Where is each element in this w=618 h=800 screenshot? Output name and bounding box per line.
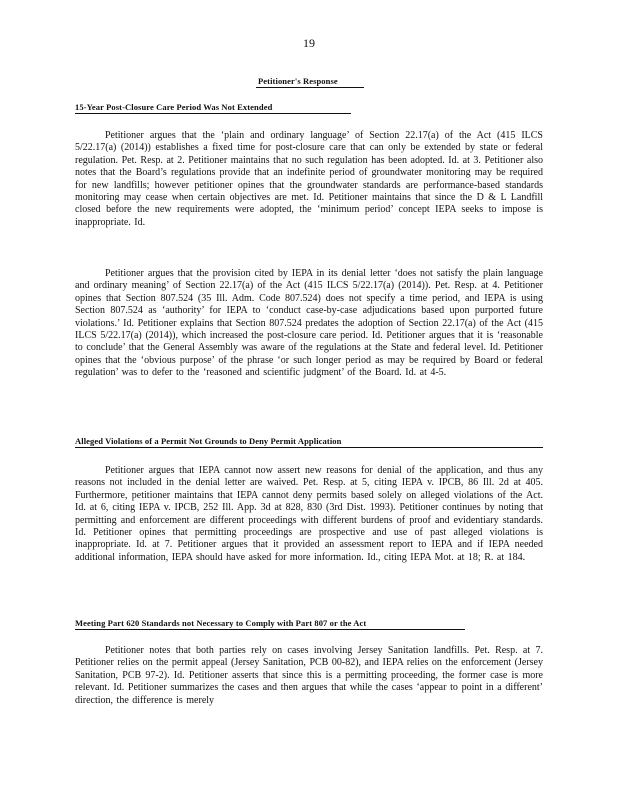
heading-rule [75, 629, 465, 630]
heading-rule [75, 113, 351, 114]
heading-rule [256, 87, 364, 88]
paragraph-new-reasons: Petitioner argues that IEPA cannot now assert new reasons for denial of the application, and thus any reasons not included in the denial letter are waived. Pet. Resp. at 5, citing IEPA v. IPCB, 86 Ill. 2d at 405. Furthermore, petitioner maintains that IEPA cannot deny permits based solely on alleged violations of the Act. Id. at 6, citing IEPA v. IPCB, 252 Ill. App. 3d at 828, 830 (3rd Dist. 1993). Petitioner continues by noting that permitting and enforcement are different proceedings with different burdens of proof and evidentiary standards. Id. Petitioner opines that permitting proceedings are prospective and use of past alleged violations is inappropriate. Id. at 7. Petitioner argues that it provided an assessment report to IEPA and if IEPA needed additional information, IEPA should have asked for more information. Id., citing IEPA Mot. at 18; R. at 184. [75, 465, 543, 563]
paragraph-jersey-sanitation: Petitioner notes that both parties rely on cases involving Jersey Sanitation landfills. Pet. Resp. at 7. Petitioner relies on the permit appeal (Jersey Sanitation, PCB 00-82), and IEPA relies on the enforcement (Jersey Sanitation, PCB 97-2). Id. Petitioner asserts that since this is a permitting proceeding, the former case is more relevant. Id. Petitioner summarizes the cases and then argues that while the cases ‘appear to point in a different’ direction, the difference is merely [75, 645, 543, 706]
heading-part-620-standards: Meeting Part 620 Standards not Necessary to Comply with Part 807 or the Act [75, 618, 367, 628]
heading-post-closure-period: 15-Year Post-Closure Care Period Was Not Extended [75, 102, 273, 112]
paragraph-plain-language: Petitioner argues that the ‘plain and ordinary language’ of Section 22.17(a) of the Act (415 ILCS 5/22.17(a) (2014)) establishes a fixed time for post-closure care that can only be extended by state or federal regulation. Pet. Resp. at 2. Petitioner maintains that no such regulation has been adopted. Id. at 3. Petitioner also notes that the Board’s regulations provide that an indefinite period of groundwater monitoring may be required for new landfills; however petitioner opines that the groundwater standards are performance-based standards monitoring may cease when certain objectives are met. Id. Petitioner maintains that since the D & L Landfill closed before the new requirements were adopted, the ‘minimum period’ concept IEPA seeks to impose is inappropriate. Id. [75, 130, 543, 228]
paragraph-provision-cited: Petitioner argues that the provision cited by IEPA in its denial letter ‘does not satisfy the plain language and ordinary meaning’ of Section 22.17(a) of the Act (415 ILCS 5/22.17(a) (2014)). Pet. Resp. at 4. Petitioner opines that Section 807.524 (35 Ill. Adm. Code 807.524) does not specify a time period, and IEPA is using Section 807.524 as ‘authority’ for IEPA to ‘conduct case-by-case adjudications based upon purported future violations.’ Id. Petitioner explains that Section 807.524 predates the adoption of Section 22.17(a) of the Act (415 ILCS 5/22.17(a) (2014)), which increased the post-closure care period. Id. Petitioner argues that it is ‘reasonable to conclude’ that the General Assembly was aware of the regulations at the State and federal level. Id. Petitioner opines that the ‘obvious purpose’ of the phrase ‘or such longer period as may be required by Board or federal regulation’ was to defer to the ‘reasoned and scientific judgment’ of the Board. Id. at 4-5. [75, 268, 543, 379]
heading-alleged-violations: Alleged Violations of a Permit Not Grounds to Deny Permit Application [75, 436, 342, 446]
heading-rule [75, 447, 543, 448]
page-number: 19 [303, 36, 315, 50]
heading-petitioners-response: Petitioner's Response [258, 76, 338, 86]
